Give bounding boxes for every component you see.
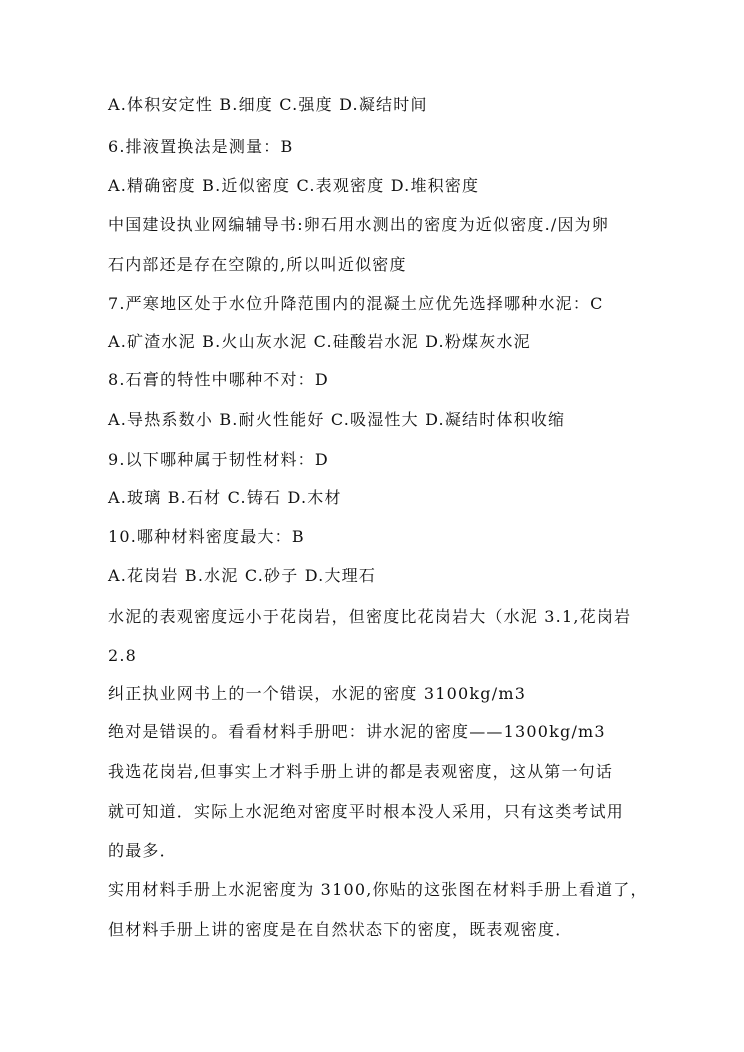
text-line: 9.以下哪种属于韧性材料：D <box>108 450 329 469</box>
text-line: 8.石膏的特性中哪种不对：D <box>108 370 329 389</box>
text-line: A.导热系数小 B.耐火性能好 C.吸湿性大 D.凝结时体积收缩 <box>108 410 566 429</box>
text-line: 的最多． <box>108 841 177 860</box>
text-line: 绝对是错误的。看看材料手册吧：讲水泥的密度——1300kg/m3 <box>108 722 606 741</box>
text-line: 6.排液置换法是测量：B <box>108 137 294 156</box>
text-line: 水泥的表观密度远小于花岗岩，但密度比花岗岩大（水泥 3.1,花岗岩 <box>108 607 632 626</box>
text-line: A.体积安定性 B.细度 C.强度 D.凝结时间 <box>108 95 428 114</box>
text-line: 7.严寒地区处于水位升降范围内的混凝土应优先选择哪种水泥：C <box>108 294 604 313</box>
text-line: 10.哪种材料密度最大：B <box>108 527 305 546</box>
text-line: 我选花岗岩,但事实上才料手册上讲的都是表观密度，这从第一句话 <box>108 762 614 781</box>
text-line: 中国建设执业网编辅导书:卵石用水测出的密度为近似密度./因为卵 <box>108 215 610 234</box>
text-line: A.花岗岩 B.水泥 C.砂子 D.大理石 <box>108 566 377 585</box>
text-line: 纠正执业网书上的一个错误，水泥的密度 3100kg/m3 <box>108 684 527 703</box>
text-line: 但材料手册上讲的密度是在自然状态下的密度，既表观密度． <box>108 920 573 939</box>
text-line: A.玻璃 B.石材 C.铸石 D.木材 <box>108 488 342 507</box>
text-line: 石内部还是存在空隙的,所以叫近似密度 <box>108 255 407 274</box>
text-line: 就可知道．实际上水泥绝对密度平时根本没人采用，只有这类考试用 <box>108 802 625 821</box>
text-line: 2.8 <box>108 646 138 665</box>
text-line: A.矿渣水泥 B.火山灰水泥 C.硅酸岩水泥 D.粉煤灰水泥 <box>108 332 531 351</box>
text-line: A.精确密度 B.近似密度 C.表观密度 D.堆积密度 <box>108 176 480 195</box>
text-line: 实用材料手册上水泥密度为 3100,你贴的这张图在材料手册上看道了， <box>108 880 648 899</box>
